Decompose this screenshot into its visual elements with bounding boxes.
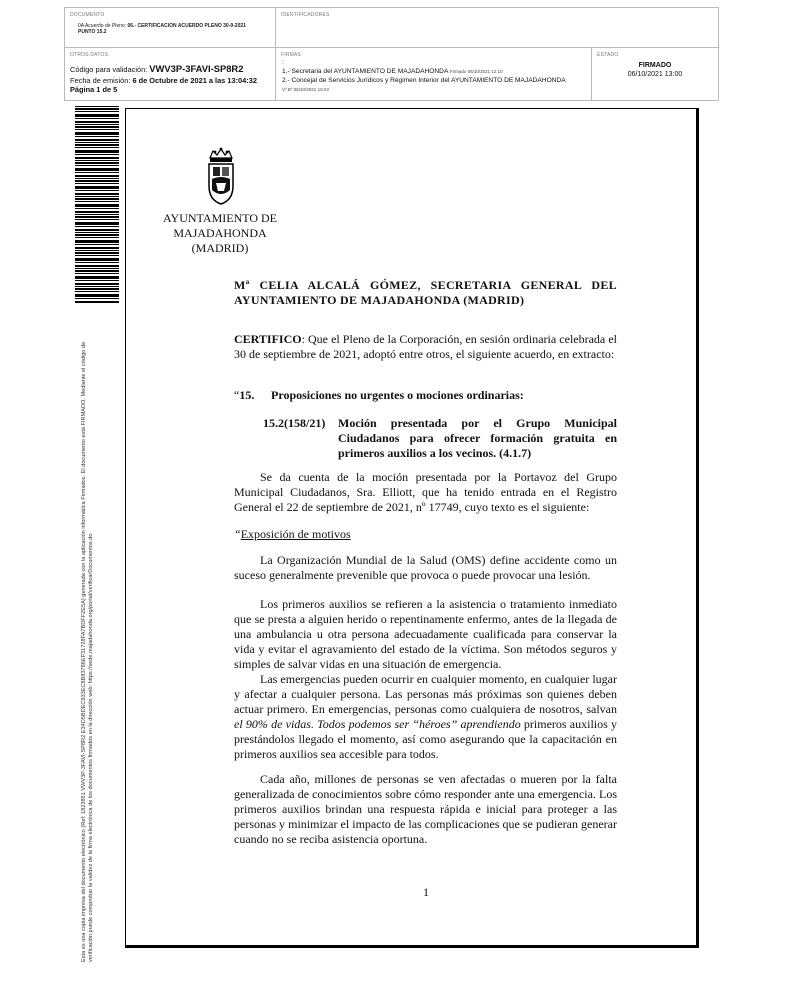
paragraph-2: Los primeros auxilios se refieren a la asistencia o tratamiento inmediato que se presta a alguien herido o repentinamente enfermo, antes de la llegada de una ambulancia u otra persona adecuadamente cualificada para conservar la vida y evitar el agravamiento del estado de la víctima. Son métodos seguros y simples de salvar vidas en una situación de emergencia. (234, 597, 617, 671)
title-line-2: AYUNTAMIENTO DE MAJADAHONDA (MADRID) (234, 293, 525, 307)
signature-1: 1.- Secretaria del AYUNTAMIENTO DE MAJADAHONDA Firmado 06/10/2021 12:10 (282, 68, 503, 75)
header-identificadores-cell (276, 8, 718, 48)
document-header-table (64, 7, 719, 101)
barcode (75, 106, 119, 304)
estado-value: FIRMADO (638, 62, 672, 69)
item-number: 15.2(158/21) (263, 416, 326, 430)
validation-code-line: Código para validación: VWV3P-3FAVI-SP8R2 (70, 63, 244, 74)
estado-date: 06/10/2021 13:00 (627, 71, 683, 78)
certifico-label: CERTIFICO (234, 332, 302, 346)
validation-code[interactable]: VWV3P-3FAVI-SP8R2 (149, 63, 244, 74)
paragraph-3: Las emergencias pueden ocurrir en cualquier momento, en cualquier lugar y afectar a cualquier persona. Las personas más próximas son quienes deben actuar primero. En emergencias, personas como cualquiera de nosotros, salvan el 90% de vidas. Todos podemos ser “héroes” aprendiendo primeros auxilios y prestándolos llegado el momento, así como asegurando que la capacitación en primeros auxilios sea accesible para todos. (234, 672, 617, 761)
documento-label: DOCUMENTO (70, 12, 105, 18)
header-documento-cell (65, 8, 276, 48)
signature-2-vobo: Vº Bº 06/10/2021 10:23 (282, 87, 329, 92)
section-number: “15. (234, 388, 255, 402)
signature-2: 2.- Concejal de Servicios Jurídicos y Régimen Interior del AYUNTAMIENTO DE MAJADAHONDA (282, 77, 566, 84)
paragraph-4: Cada año, millones de personas se ven afectadas o mueren por la falta generalizada de conocimientos sobre cómo responder ante una emergencia. Los primeros auxilios brindan una respuesta rápida e inicial para proteger a las personas y minimizar el impacto de las complicaciones que se pudieran generar cuando no se reciba asistencia oportuna. (234, 772, 617, 846)
letterhead-line-2: MAJADAHONDA (173, 226, 267, 240)
item-title: Moción presentada por el Grupo Municipal Ciudadanos para ofrecer formación gratuita en primeros auxilios a los vecinos. (4.1.7) (338, 416, 617, 460)
certifico-paragraph: CERTIFICO: Que el Pleno de la Corporación, en sesión ordinaria celebrada el 30 de septiembre de 2021, adoptó entre otros, el siguiente acuerdo, en extracto: (234, 332, 617, 361)
paragraph-1: La Organización Mundial de la Salud (OMS) define accidente como un suceso generalmente prevenible que provoca o puede provocar una lesión. (234, 553, 617, 582)
estado-label: ESTADO (597, 52, 619, 58)
documento-punto: PUNTO 15.2 (78, 29, 107, 35)
header-estado-cell (592, 48, 718, 100)
emission-date-line: Fecha de emisión: 6 de Octubre de 2021 a las 13:04:32 (70, 76, 257, 85)
header-otros-datos-cell (65, 48, 276, 100)
vertical-verification-text-2: verificación puede comprobar la validez de la firma electrónica de los documentos firmados en la dirección web: https://sede.majadahonda.org/portal/verificarDocumentos.do (88, 533, 94, 962)
page-number: 1 (423, 885, 429, 899)
emission-date: 6 de Octubre de 2021 a las 13:04:32 (132, 76, 257, 85)
identificadores-label: IDENTIFICADORES (281, 12, 330, 18)
letterhead-line-1: AYUNTAMIENTO DE (162, 211, 278, 225)
section-title: Proposiciones no urgentes o mociones ordinarias: (271, 388, 524, 402)
documento-value (78, 23, 246, 35)
letterhead (150, 211, 290, 256)
letterhead-line-3: (MADRID) (191, 241, 249, 255)
vertical-verification-text-1: Esta es una copia impresa del documento electrónico (Ref: 1823851 VWV3P-3FAVI-SP8R2 E34D5BDEC933EC8B83786EF31728FA7BDFF2E5A) generada con la aplicación informática Firmadoc. El documento está FIRMADO. Mediante el código de (81, 341, 87, 962)
coat-of-arms-icon (204, 146, 238, 206)
intro-paragraph: Se da cuenta de la moción presentada por la Portavoz del Grupo Municipal Ciudadanos, Sra. Elliott, que ha tenido entrada en el Registro General el 22 de septiembre de 2021, nº 17749, cuyo texto es el siguiente: (234, 470, 617, 514)
documento-prefix: 0A Acuerdo de Pleno: (78, 23, 128, 29)
italic-highlight: el 90% de vidas. Todos podemos ser “héroes” aprendiendo (234, 717, 521, 731)
documento-title: 06.- CERTIFICACION ACUERDO PLENO 30-9-2021 (127, 23, 246, 29)
exposicion-heading: “Exposición de motivos (234, 527, 351, 541)
header-firmas-cell (276, 48, 592, 100)
document-title (234, 278, 617, 308)
page-count: Página 1 de 5 (70, 85, 118, 94)
otros-datos-label: OTROS DATOS (70, 52, 109, 58)
title-line-1: Mª CELIA ALCALÁ GÓMEZ, SECRETARIA GENERAL DEL (234, 278, 617, 292)
firmas-label: FIRMAS (281, 52, 302, 58)
firmas-colon: : (282, 59, 284, 66)
